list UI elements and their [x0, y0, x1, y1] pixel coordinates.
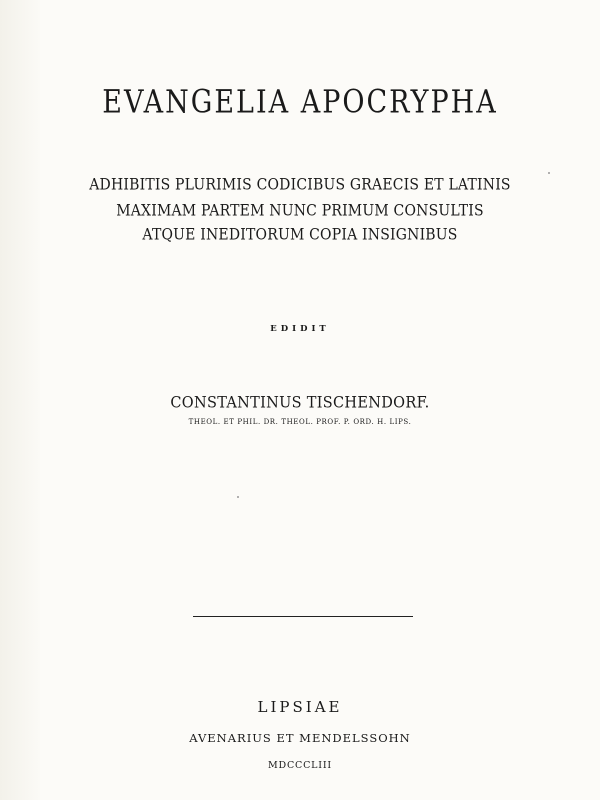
editor-name: CONSTANTINUS TISCHENDORF.	[170, 394, 430, 412]
paper-speck	[548, 172, 550, 174]
imprint-year: MDCCCLIII	[268, 760, 332, 771]
book-title: EVANGELIA APOCRYPHA	[102, 84, 498, 121]
imprint-publisher: AVENARIUS ET MENDELSSOHN	[189, 731, 411, 745]
subtitle-line-1: ADHIBITIS PLURIMIS CODICIBUS GRAECIS ET LATINIS	[89, 176, 511, 194]
paper-speck	[237, 496, 239, 498]
imprint-place: LIPSIAE	[257, 698, 343, 716]
editor-credentials: THEOL. ET PHIL. DR. THEOL. PROF. P. ORD. H. LIPS.	[188, 418, 412, 426]
subtitle-line-2: MAXIMAM PARTEM NUNC PRIMUM CONSULTIS	[116, 202, 484, 220]
edidit-label: EDIDIT	[270, 324, 330, 334]
divider-rule	[193, 616, 413, 617]
subtitle-line-3: ATQUE INEDITORUM COPIA INSIGNIBUS	[142, 226, 458, 244]
